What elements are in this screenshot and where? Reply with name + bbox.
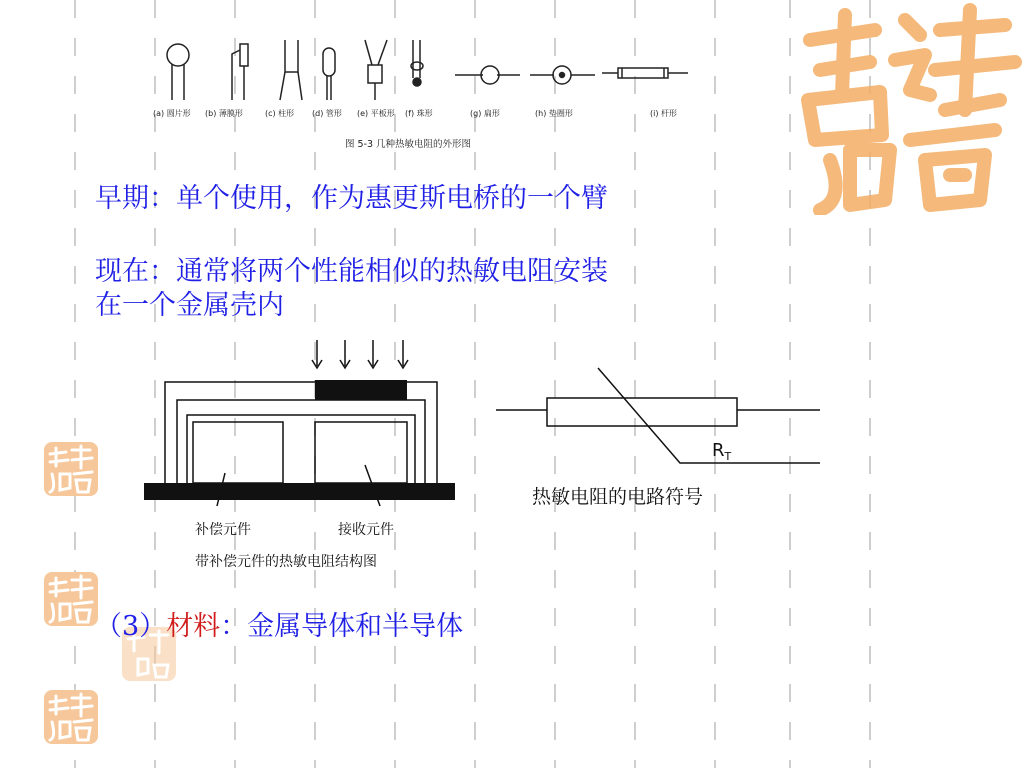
material-description: ：金属导体和半导体 xyxy=(220,611,464,642)
current-usage-text-line2: 在一个金属壳内 xyxy=(95,290,284,321)
resistor-body xyxy=(547,398,737,426)
rt-label: $R_T$ xyxy=(712,440,732,463)
current-usage-text-line1: 现在：通常将两个性能相似的热敏电阻安装 xyxy=(95,256,608,287)
disc-thermistor-shape xyxy=(167,44,189,66)
shape-label: (c) 柱形 xyxy=(265,109,295,118)
receiving-element-label: 接收元件 xyxy=(338,522,394,538)
thermistor-structure-diagram xyxy=(125,330,475,580)
receiving-element xyxy=(315,422,407,483)
radiation-arrows xyxy=(312,340,408,368)
thermistor-circuit-symbol xyxy=(490,360,830,520)
seal-watermark-small xyxy=(42,440,100,498)
seal-watermark-small xyxy=(42,570,100,628)
receiving-window xyxy=(315,380,407,400)
base-plate xyxy=(144,483,455,500)
compensation-element xyxy=(193,422,283,483)
shape-label: (b) 薄膜形 xyxy=(205,109,243,118)
compensation-element-label: 补偿元件 xyxy=(195,522,251,538)
shape-label: (d) 管形 xyxy=(312,109,342,118)
plate-thermistor-shape xyxy=(368,65,382,83)
shape-label: (g) 扁形 xyxy=(470,109,500,118)
shape-label: (a) 圆片形 xyxy=(153,109,191,118)
cylinder-thermistor-shape xyxy=(285,40,298,72)
seal-watermark-small xyxy=(42,688,100,746)
early-usage-text: 早期：单个使用，作为惠更斯电桥的一个臂 xyxy=(95,183,608,214)
material-number: （3） xyxy=(95,611,167,642)
film-thermistor-shape xyxy=(240,44,248,66)
structure-diagram-caption: 带补偿元件的热敏电阻结构图 xyxy=(195,554,377,570)
rod-thermistor-shape xyxy=(618,68,668,78)
shape-label: (h) 垫圈形 xyxy=(535,109,573,118)
material-keyword: 材料 xyxy=(166,611,221,642)
thermistor-shapes-figure xyxy=(140,30,720,155)
thermal-slash xyxy=(598,368,820,463)
shape-label: (e) 平板形 xyxy=(357,109,395,118)
shape-label: (i) 杆形 xyxy=(650,109,678,118)
bead-thermistor-shape xyxy=(413,40,420,78)
seal-watermark-large xyxy=(790,0,1024,215)
shapes-figure-caption: 图 5-3 几种热敏电阻的外形图 xyxy=(345,139,472,150)
tube-thermistor-shape xyxy=(323,48,335,76)
shape-label: (f) 珠形 xyxy=(405,109,433,118)
circuit-symbol-caption: 热敏电阻的电路符号 xyxy=(532,486,704,508)
material-text xyxy=(95,613,463,640)
flat-thermistor-shape xyxy=(481,66,499,84)
